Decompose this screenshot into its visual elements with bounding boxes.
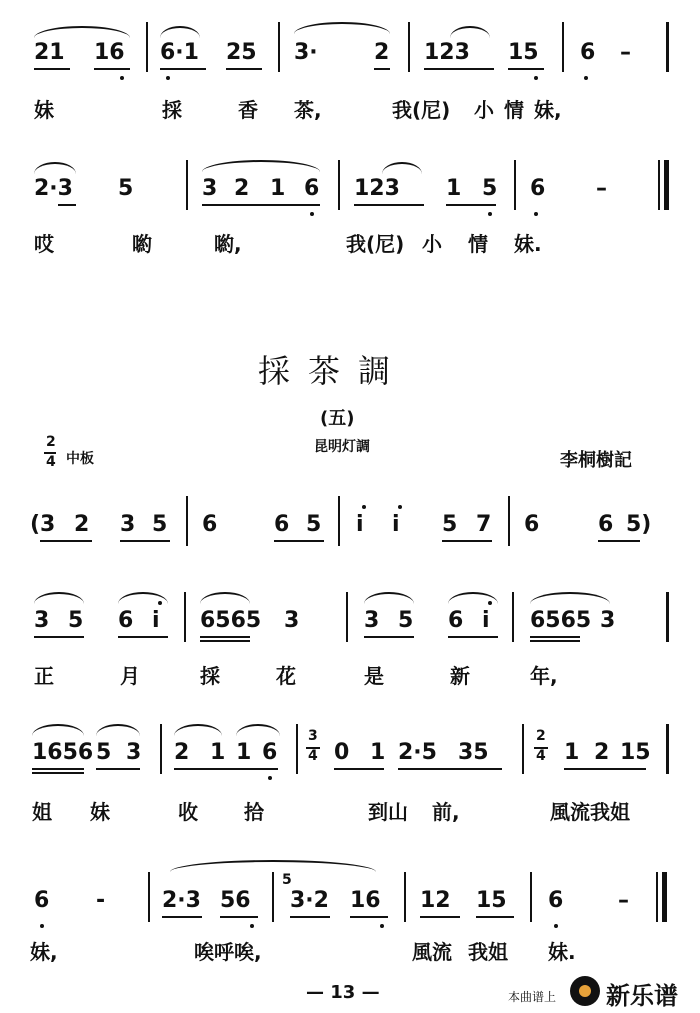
beam-line [442, 540, 492, 542]
barline [404, 872, 406, 922]
note-group: i [356, 512, 364, 537]
note-group: 7 [476, 512, 492, 537]
note-group: 16 [94, 40, 125, 65]
lyric-char: 風流 [412, 940, 452, 964]
time-signature-top: 2 [536, 728, 546, 744]
beam-line [220, 916, 258, 918]
octave-dot [40, 924, 44, 928]
barline [514, 160, 516, 210]
page-number: — 13 — [306, 982, 380, 1003]
beam-line [374, 68, 390, 70]
barline [184, 592, 186, 642]
watermark-text: 本曲谱上 [508, 990, 557, 1004]
note-group: 6 [274, 512, 290, 537]
slur-mark [236, 724, 280, 736]
slur-mark [34, 26, 130, 38]
beam-line [40, 540, 92, 542]
beam-line [420, 916, 460, 918]
time-signature-bottom: 4 [46, 454, 56, 470]
slur-mark [96, 724, 140, 736]
tempo-marking: 中板 [66, 451, 94, 467]
octave-dot [250, 924, 254, 928]
beam-line [202, 204, 320, 206]
lyric-char: 妹. [514, 232, 542, 256]
beam-line [564, 768, 646, 770]
beam-line [530, 640, 580, 642]
note-group: 2·5 [398, 740, 437, 765]
lyric-char: 姐 [32, 800, 52, 824]
beam-line [162, 916, 202, 918]
beam-line [398, 768, 502, 770]
beam-line [32, 768, 84, 770]
note-group: 1 [370, 740, 386, 765]
barline [186, 496, 188, 546]
note-group: 2·3 [34, 176, 73, 201]
note-group: 3 [600, 608, 616, 633]
note-group: 6·1 [160, 40, 199, 65]
note-group: 3 [202, 176, 218, 201]
lyric-char: 拾 [244, 800, 264, 824]
song-title: 採茶調 [258, 352, 409, 390]
octave-dot [166, 76, 170, 80]
note-group: i [482, 608, 490, 633]
beam-line [476, 916, 514, 918]
lyric-char: 前, [432, 800, 460, 824]
slur-mark [160, 26, 200, 38]
beam-line [354, 204, 424, 206]
note-group: 2 [374, 40, 390, 65]
lyric-char: 我(尼) [346, 232, 405, 256]
note-group: 3 [364, 608, 380, 633]
note-group: 6 [524, 512, 540, 537]
note-group: 3 [126, 740, 142, 765]
beam-line [598, 540, 640, 542]
lyric-char: 採 [200, 664, 220, 688]
slur-mark [450, 26, 490, 38]
barline [408, 22, 410, 72]
lyric-char: 新 [450, 664, 470, 688]
note-group: 5 [398, 608, 414, 633]
lyric-char: 妹, [30, 940, 58, 964]
slur-mark [530, 592, 610, 604]
note-group: 15 [508, 40, 539, 65]
beam-line [274, 540, 324, 542]
barline [656, 872, 658, 922]
lyric-char: 我(尼) [392, 98, 451, 122]
slur-mark [32, 724, 84, 736]
final-barline [664, 160, 669, 210]
octave-dot [488, 212, 492, 216]
lyric-char: 香 [238, 98, 258, 122]
beam-line [160, 68, 206, 70]
beam-line [200, 640, 250, 642]
barline [666, 22, 669, 72]
note-group: 12 [420, 888, 451, 913]
octave-dot [120, 76, 124, 80]
note-group: 6565 [200, 608, 262, 633]
note-group: 2 [594, 740, 610, 765]
beam-line [448, 636, 498, 638]
beam-line [508, 68, 544, 70]
note-group: 123 [424, 40, 470, 65]
lyric-char: 喲, [214, 232, 242, 256]
note-group: 6 [34, 888, 50, 913]
note-group: 5 [96, 740, 112, 765]
genre-label: 昆明灯調 [314, 439, 370, 455]
barline [508, 496, 510, 546]
octave-dot [380, 924, 384, 928]
slur-mark [202, 160, 320, 172]
beam-line [120, 540, 170, 542]
note-group: – [620, 40, 631, 65]
barline [278, 22, 280, 72]
recorder-credit: 李桐樹記 [560, 450, 632, 471]
slur-mark [364, 592, 414, 604]
slur-mark [200, 592, 250, 604]
beam-line [200, 636, 250, 638]
octave-dot [584, 76, 588, 80]
beam-line [34, 636, 84, 638]
slur-mark [174, 724, 222, 736]
lyric-char: 收 [178, 800, 198, 824]
lyric-char: 年, [530, 664, 558, 688]
note-group: 1 [270, 176, 286, 201]
slur-mark [170, 860, 376, 872]
note-group: 1656 [32, 740, 94, 765]
note-group: 3 [120, 512, 136, 537]
note-group: 2 [174, 740, 190, 765]
slur-mark [294, 22, 390, 34]
lyric-char: 小 [422, 232, 442, 256]
note-group: – [596, 176, 607, 201]
note-group: 1 [210, 740, 226, 765]
beam-line [446, 204, 496, 206]
beam-line [334, 768, 384, 770]
lyric-char: 妹, [534, 98, 562, 122]
record-logo-icon [570, 976, 600, 1006]
note-group: i [152, 608, 160, 633]
barline [272, 872, 274, 922]
octave-dot [554, 924, 558, 928]
note-group: 6 [304, 176, 320, 201]
barline [146, 22, 148, 72]
barline [666, 724, 669, 774]
watermark-brand[interactable]: 新乐谱 [606, 982, 678, 1010]
barline [160, 724, 162, 774]
lyric-char: 妹 [34, 98, 54, 122]
octave-dot [362, 505, 366, 509]
note-group: 6 [548, 888, 564, 913]
octave-dot [268, 776, 272, 780]
note-group: 1 [446, 176, 462, 201]
beam-line [118, 636, 168, 638]
barline [296, 724, 298, 774]
barline [666, 592, 669, 642]
note-group: 6 [202, 512, 218, 537]
time-signature-bottom: 4 [536, 748, 546, 764]
octave-dot [534, 212, 538, 216]
lyric-char: 妹 [90, 800, 110, 824]
time-signature-top: 3 [308, 728, 318, 744]
barline [338, 160, 340, 210]
slur-mark [382, 162, 422, 174]
lyric-char: 唉呼唉, [194, 940, 262, 964]
note-group: 21 [34, 40, 65, 65]
beam-line [350, 916, 388, 918]
note-group: 6565 [530, 608, 592, 633]
beam-line [32, 772, 84, 774]
note-group: - [96, 888, 106, 913]
lyric-char: 採 [162, 98, 182, 122]
lyric-char: 情 [504, 98, 524, 122]
note-group: 25 [226, 40, 257, 65]
lyric-char: 正 [34, 664, 54, 688]
lyric-char: 妹. [548, 940, 576, 964]
note-group: 15 [476, 888, 507, 913]
note-group: 5 [306, 512, 322, 537]
octave-dot [158, 601, 162, 605]
octave-dot [534, 76, 538, 80]
note-group: 0 [334, 740, 350, 765]
beam-line [226, 68, 262, 70]
beam-line [424, 68, 494, 70]
lyric-char: 花 [276, 664, 296, 688]
note-group: 5 [152, 512, 168, 537]
note-group: 123 [354, 176, 400, 201]
beam-line [290, 916, 330, 918]
octave-dot [488, 601, 492, 605]
lyric-char: 茶, [294, 98, 322, 122]
note-group: 16 [350, 888, 381, 913]
note-group: i [392, 512, 400, 537]
note-group: 2·3 [162, 888, 201, 913]
beam-line [58, 204, 76, 206]
barline [186, 160, 188, 210]
slur-mark [34, 592, 84, 604]
song-number: (五) [320, 408, 355, 429]
barline [338, 496, 340, 546]
note-group: 6 [530, 176, 546, 201]
lyric-char: 是 [364, 664, 384, 688]
note-group: 6 [580, 40, 596, 65]
note-group: 5 [118, 176, 134, 201]
grace-note: 5 [282, 872, 292, 888]
lyric-char: 風流我姐 [550, 800, 630, 824]
barline [346, 592, 348, 642]
note-group: 3· [294, 40, 318, 65]
barline [512, 592, 514, 642]
note-group: 3·2 [290, 888, 329, 913]
lyric-char: 我姐 [468, 940, 508, 964]
lyric-char: 喲 [132, 232, 152, 256]
note-group: 2 [74, 512, 90, 537]
time-signature-top: 2 [46, 434, 56, 450]
note-group: 5 [442, 512, 458, 537]
octave-dot [398, 505, 402, 509]
time-signature-bottom: 4 [308, 748, 318, 764]
lyric-char: 小 [474, 98, 494, 122]
note-group: 15 [620, 740, 651, 765]
beam-line [96, 768, 140, 770]
beam-line [530, 636, 580, 638]
beam-line [94, 68, 130, 70]
note-group: 56 [220, 888, 251, 913]
note-group: 3 [284, 608, 300, 633]
beam-line [174, 768, 278, 770]
note-group: 2 [234, 176, 250, 201]
note-group: 5 [482, 176, 498, 201]
barline [522, 724, 524, 774]
note-group: 6 [448, 608, 464, 633]
lyric-char: 到山 [368, 800, 408, 824]
barline [658, 160, 660, 210]
note-group: 1 [236, 740, 252, 765]
lyric-char: 月 [120, 664, 140, 688]
note-group: 6 [598, 512, 614, 537]
beam-line [364, 636, 414, 638]
note-group: 5) [626, 512, 652, 537]
beam-line [34, 68, 70, 70]
barline [530, 872, 532, 922]
note-group: 5 [68, 608, 84, 633]
barline [148, 872, 150, 922]
note-group: (3 [30, 512, 56, 537]
note-group: 6 [262, 740, 278, 765]
note-group: 3 [34, 608, 50, 633]
octave-dot [310, 212, 314, 216]
slur-mark [34, 162, 76, 174]
final-barline [662, 872, 667, 922]
barline [562, 22, 564, 72]
lyric-char: 情 [468, 232, 488, 256]
lyric-char: 哎 [34, 232, 54, 256]
note-group: – [618, 888, 629, 913]
note-group: 1 [564, 740, 580, 765]
note-group: 6 [118, 608, 134, 633]
note-group: 35 [458, 740, 489, 765]
